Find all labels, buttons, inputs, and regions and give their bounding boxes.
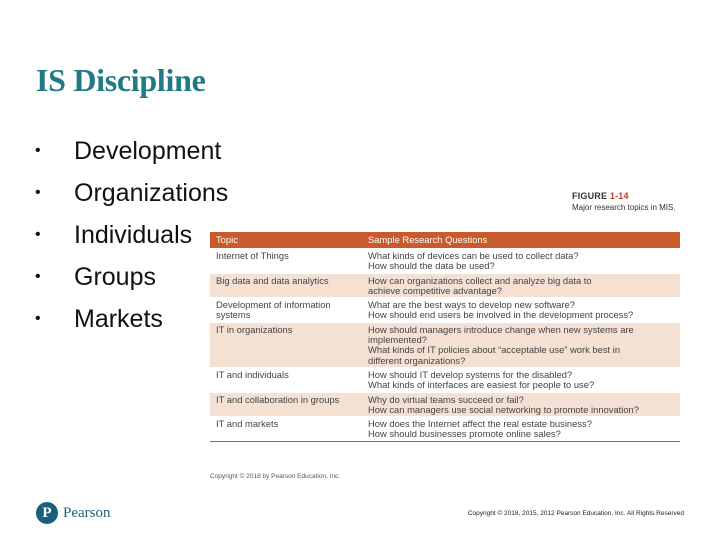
topic-cell: Development of information systems	[210, 298, 362, 323]
topic-cell: IT and collaboration in groups	[210, 392, 362, 417]
topic-cell: IT in organizations	[210, 322, 362, 367]
bullet-text: Groups	[74, 263, 156, 291]
bullet-marker: •	[35, 310, 41, 327]
questions-cell: How can organizations collect and analyze big data to achieve competitive advantage?	[362, 273, 680, 298]
figure-description: Major research topics in MIS.	[572, 203, 676, 212]
table-row	[210, 367, 680, 392]
figure-label-word: FIGURE	[572, 191, 608, 201]
table-header-row	[210, 232, 680, 249]
bullet-text: Markets	[74, 305, 163, 333]
table-row	[210, 298, 680, 323]
pearson-brand-name: Pearson	[63, 504, 111, 521]
bullet-text: Development	[74, 137, 222, 165]
questions-cell: What kinds of devices can be used to collect data? How should the data be used?	[362, 249, 680, 274]
bullet-text: Individuals	[74, 221, 193, 249]
table-copyright: Copyright © 2018 by Pearson Education, Inc.	[210, 473, 341, 480]
bullet-marker: •	[35, 268, 41, 285]
table-row	[210, 249, 680, 274]
figure-label	[572, 191, 682, 202]
figure-number: 1-14	[609, 191, 629, 201]
figure-caption	[572, 191, 682, 213]
questions-cell: How should managers introduce change when new systems are implemented? What kinds of IT policies about “acceptable use” work best in different organizations?	[362, 322, 680, 367]
questions-cell: How does the Internet affect the real estate business? How should businesses promote online sales?	[362, 417, 680, 442]
questions-cell: Why do virtual teams succeed or fail? How can managers use social networking to promote innovation?	[362, 392, 680, 417]
pearson-logo-group	[36, 502, 111, 524]
bullet-text: Organizations	[74, 179, 229, 207]
table-row	[210, 273, 680, 298]
topic-cell: Big data and data analytics	[210, 273, 362, 298]
table-row	[210, 417, 680, 442]
pearson-logo-icon: P	[36, 502, 58, 524]
table-row	[210, 322, 680, 367]
topic-cell: Internet of Things	[210, 249, 362, 274]
topic-cell: IT and individuals	[210, 367, 362, 392]
bullet-marker: •	[35, 226, 41, 243]
table-row	[210, 392, 680, 417]
bullet-marker: •	[35, 184, 41, 201]
research-topics-table	[210, 232, 680, 442]
column-header-questions: Sample Research Questions	[362, 232, 680, 249]
column-header-topic: Topic	[210, 232, 362, 249]
table-body	[210, 249, 680, 442]
questions-cell: What are the best ways to develop new software? How should end users be involved in the development process?	[362, 298, 680, 323]
topic-cell: IT and markets	[210, 417, 362, 442]
questions-cell: How should IT develop systems for the disabled? What kinds of interfaces are easiest for people to use?	[362, 367, 680, 392]
bullet-marker: •	[35, 142, 41, 159]
slide-title: IS Discipline	[36, 62, 206, 98]
footer-copyright: Copyright © 2018, 2015, 2012 Pearson Education, Inc. All Rights Reserved	[467, 510, 684, 517]
